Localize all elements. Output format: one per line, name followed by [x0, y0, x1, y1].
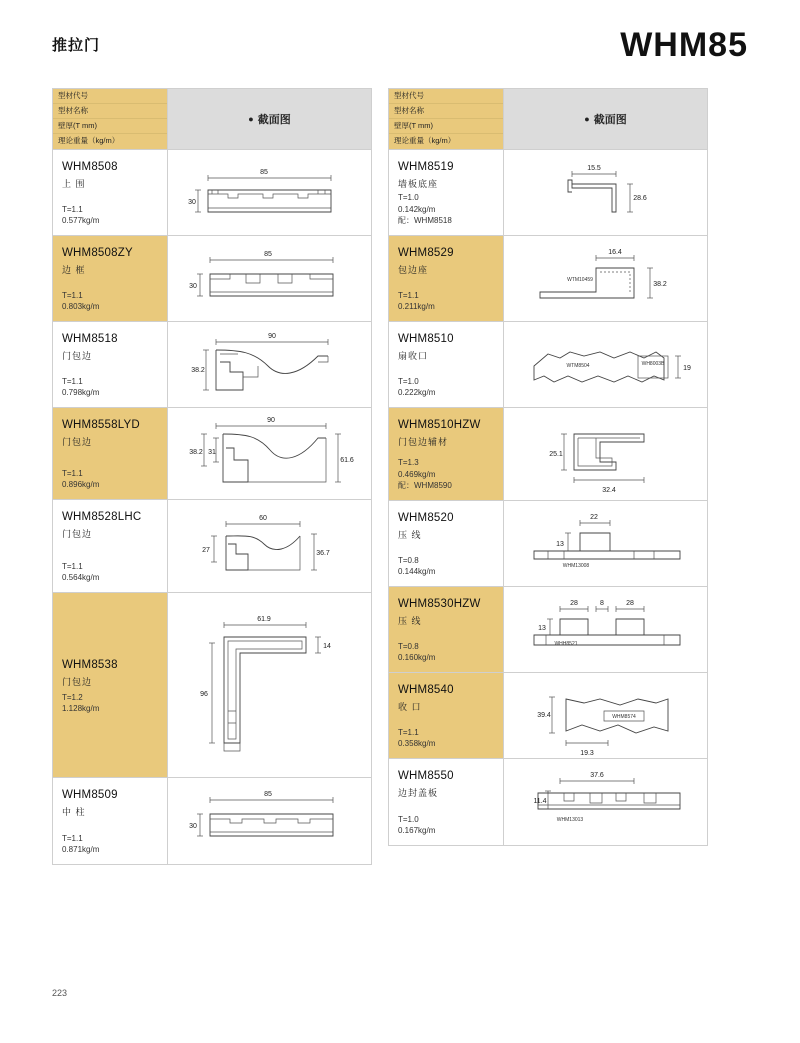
profile-code: WHM8528LHC [62, 511, 142, 523]
dim-label: 16.4 [608, 249, 622, 256]
profile-name: 门包边 [62, 677, 93, 688]
table-row[interactable] [53, 500, 371, 593]
part-label: WHM13008 [562, 563, 590, 569]
section-drawing [504, 759, 707, 845]
legend-labels [53, 89, 168, 149]
profile-code: WHM8519 [398, 161, 454, 173]
dim-label: 36.7 [316, 550, 330, 557]
profile-code: WHM8508ZY [62, 247, 133, 259]
dim-label: 61.6 [340, 457, 354, 464]
legend-left-column [53, 89, 371, 150]
part-label: WH8003B [641, 361, 665, 367]
section-drawing [504, 150, 707, 235]
dim-label: 37.6 [590, 772, 604, 779]
table-row[interactable] [389, 501, 707, 587]
section-drawing [168, 500, 371, 592]
bullet-icon: ● [248, 113, 254, 124]
dim-label: 30 [189, 283, 197, 290]
profile-spec [62, 833, 99, 856]
dim-label: 90 [267, 417, 275, 424]
dim-label: 38.2 [653, 281, 667, 288]
profile-section-svg [168, 150, 371, 235]
profile-name: 墙板底座 [398, 179, 439, 190]
profile-name: 收 口 [398, 702, 422, 713]
dim-label: 32.4 [602, 487, 616, 494]
dim-label: 22 [590, 514, 598, 521]
table-row[interactable] [53, 593, 371, 778]
profile-spec [62, 468, 99, 491]
bullet-icon: ● [584, 113, 590, 124]
section-drawing [168, 322, 371, 407]
profile-name: 上 围 [62, 179, 86, 190]
profile-section-svg [168, 408, 371, 499]
dim-label: 85 [264, 791, 272, 798]
profile-thickness: T=0.8 [398, 641, 419, 651]
dim-label: 11.4 [533, 798, 547, 805]
table-row[interactable] [389, 408, 707, 501]
table-row[interactable] [53, 322, 371, 408]
profile-info [389, 236, 504, 321]
section-drawing [504, 322, 707, 407]
profile-info [389, 408, 504, 500]
profile-code: WHM8529 [398, 247, 454, 259]
profile-name: 边封盖板 [398, 788, 439, 799]
table-row[interactable] [389, 322, 707, 408]
profile-weight: 0.803kg/m [62, 302, 100, 312]
profile-info [389, 150, 504, 235]
profile-info [53, 500, 168, 592]
profile-section-svg [168, 236, 371, 321]
section-drawing [504, 673, 707, 758]
dim-label: 14 [323, 643, 331, 650]
profile-thickness: T=1.0 [398, 193, 419, 203]
profile-weight: 0.358kg/m [398, 739, 436, 749]
profile-spec [398, 814, 435, 837]
legend-label-weight: 理论重量（kg/m） [58, 135, 120, 145]
profile-weight: 0.798kg/m [62, 388, 100, 398]
profile-thickness: T=1.0 [398, 814, 419, 824]
profile-name: 中 柱 [62, 807, 86, 818]
profile-weight: 0.167kg/m [398, 826, 436, 836]
profile-code: WHM8520 [398, 512, 454, 524]
profile-thickness: T=1.1 [62, 290, 83, 300]
table-row[interactable] [389, 759, 707, 845]
profile-spec [62, 290, 99, 313]
dim-label: 85 [260, 169, 268, 176]
dim-label: 85 [264, 251, 272, 258]
legend-label-thickness: 壁厚(T mm) [389, 119, 503, 134]
legend-labels [389, 89, 504, 149]
dim-label: 60 [259, 515, 267, 522]
profile-info [53, 408, 168, 499]
profile-thickness: T=1.1 [62, 833, 83, 843]
profile-weight: 1.128kg/m [62, 704, 100, 714]
profile-spec [398, 727, 435, 750]
profile-code: WHM8518 [62, 333, 118, 345]
profile-info [53, 778, 168, 864]
legend-label-weight: 理论重量（kg/m） [394, 135, 456, 145]
legend-label-code: 型材代号 [53, 89, 167, 104]
profile-section-svg [504, 587, 707, 672]
profile-spec [398, 457, 452, 492]
part-label: WTM10459 [567, 277, 593, 283]
profile-spec [398, 376, 435, 399]
table-row[interactable] [389, 673, 707, 759]
profile-weight: 0.896kg/m [62, 480, 100, 490]
profile-info [389, 501, 504, 586]
profile-name: 门包边 [62, 351, 93, 362]
dim-label: 19.3 [580, 750, 594, 757]
profile-code: WHM8558LYD [62, 419, 140, 431]
profile-weight: 0.577kg/m [62, 216, 100, 226]
profile-spec [398, 641, 435, 664]
table-row[interactable] [53, 778, 371, 864]
part-label: WHM13013 [556, 817, 584, 823]
profile-section-svg [504, 322, 707, 407]
table-row[interactable] [389, 236, 707, 322]
profile-thickness: T=1.2 [62, 692, 83, 702]
page-number: 223 [52, 988, 68, 998]
page-title: 推拉门 [52, 37, 101, 54]
profile-section-svg [168, 322, 371, 407]
profile-spec [398, 290, 435, 313]
profile-weight: 0.222kg/m [398, 388, 436, 398]
dim-label: 61.9 [257, 616, 271, 623]
legend-section-header [504, 89, 707, 149]
dim-label: 27 [202, 547, 210, 554]
section-drawing [168, 236, 371, 321]
legend-section-header [168, 89, 371, 149]
profile-code: WHM8550 [398, 770, 454, 782]
series-code: WHM85 [620, 26, 748, 64]
section-drawing [168, 593, 371, 777]
profile-code: WHM8538 [62, 659, 118, 671]
profile-info [389, 587, 504, 672]
dim-label: 38.2 [191, 367, 205, 374]
profile-section-svg [168, 593, 371, 777]
profile-info [389, 759, 504, 845]
dim-label: 13 [556, 541, 564, 548]
profile-thickness: T=1.1 [62, 376, 83, 386]
dim-label: 39.4 [537, 712, 551, 719]
dim-label: 19 [683, 365, 691, 372]
legend-label-code: 型材代号 [389, 89, 503, 104]
legend-label-name: 型材名称 [389, 104, 503, 119]
profile-name: 门包边 [62, 437, 93, 448]
profile-thickness: T=1.0 [398, 376, 419, 386]
legend-section-label: 截面图 [257, 114, 291, 126]
dim-label: 38.2 [189, 449, 203, 456]
profile-weight: 0.144kg/m [398, 567, 436, 577]
profile-section-svg [504, 236, 707, 321]
part-label: WHM8574 [612, 714, 636, 720]
left-column [52, 88, 372, 865]
part-label: WHH8521 [554, 641, 578, 647]
profile-info [53, 236, 168, 321]
section-drawing [504, 501, 707, 586]
profile-thickness: T=0.8 [398, 555, 419, 565]
profile-weight: 0.142kg/m [398, 204, 436, 214]
legend-label-thickness: 壁厚(T mm) [53, 119, 167, 134]
right-column [388, 88, 708, 846]
profile-name: 压 线 [398, 530, 422, 541]
profile-weight: 0.871kg/m [62, 845, 100, 855]
dim-label: 30 [188, 199, 196, 206]
profile-section-svg [504, 673, 707, 758]
dim-label: 8 [600, 600, 604, 607]
profile-code: WHM8509 [62, 789, 118, 801]
profile-weight: 0.564kg/m [62, 573, 100, 583]
profile-section-svg [504, 408, 707, 500]
section-drawing [168, 778, 371, 864]
profile-info [389, 322, 504, 407]
section-drawing [504, 408, 707, 500]
section-drawing [504, 587, 707, 672]
profile-code: WHM8510HZW [398, 419, 481, 431]
profile-name: 包边座 [398, 265, 429, 276]
table-row[interactable] [53, 408, 371, 500]
profile-section-svg [168, 778, 371, 864]
profile-spec [62, 692, 99, 715]
profile-name: 扇收口 [398, 351, 429, 362]
profile-thickness: T=1.1 [62, 204, 83, 214]
profile-weight: 0.211kg/m [398, 302, 435, 312]
profile-info [53, 322, 168, 407]
profile-thickness: T=1.1 [398, 290, 419, 300]
profile-thickness: T=1.1 [62, 468, 83, 478]
profile-spec [398, 192, 452, 227]
profile-match: 配：WHM8518 [398, 216, 452, 226]
dim-label: 28.6 [633, 195, 647, 202]
section-drawing [168, 150, 371, 235]
table-row[interactable] [389, 587, 707, 673]
legend-label-name: 型材名称 [53, 104, 167, 119]
profile-thickness: T=1.1 [398, 727, 419, 737]
section-drawing [504, 236, 707, 321]
profile-thickness: T=1.1 [62, 561, 83, 571]
profile-info [53, 593, 168, 777]
profile-name: 门包边辅材 [398, 437, 449, 448]
profile-spec [398, 555, 435, 578]
dim-label: 15.5 [587, 165, 601, 172]
table-row[interactable] [53, 150, 371, 236]
profile-code: WHM8508 [62, 161, 118, 173]
profile-spec [62, 561, 99, 584]
profile-weight: 0.160kg/m [398, 653, 436, 663]
dim-label: 96 [200, 691, 208, 698]
dim-label: 28 [570, 600, 578, 607]
table-row[interactable] [389, 150, 707, 236]
profile-name: 门包边 [62, 529, 93, 540]
profile-thickness: T=1.3 [398, 458, 419, 468]
profile-weight: 0.469kg/m [398, 469, 436, 479]
dim-label: 13 [538, 625, 546, 632]
profile-name: 边 框 [62, 265, 86, 276]
profile-spec [62, 376, 99, 399]
dim-label: 25.1 [549, 451, 563, 458]
profile-name: 压 线 [398, 616, 422, 627]
profile-match: 配：WHM8590 [398, 481, 452, 491]
profile-code: WHM8510 [398, 333, 454, 345]
dim-label: 28 [626, 600, 634, 607]
legend-right-column [389, 89, 707, 150]
dim-label: 30 [189, 823, 197, 830]
profile-info [389, 673, 504, 758]
profile-section-svg [504, 759, 707, 845]
profile-code: WHM8540 [398, 684, 454, 696]
profile-section-svg [504, 150, 707, 235]
dim-label: 31 [208, 449, 216, 456]
profile-section-svg [504, 501, 707, 586]
profile-info [53, 150, 168, 235]
table-row[interactable] [53, 236, 371, 322]
legend-section-label: 截面图 [593, 114, 627, 126]
section-drawing [168, 408, 371, 499]
dim-label: 90 [268, 333, 276, 340]
page-header [0, 0, 800, 82]
profile-code: WHM8530HZW [398, 598, 481, 610]
profile-spec [62, 204, 99, 227]
profile-section-svg [168, 500, 371, 592]
part-label: WTM8504 [566, 363, 590, 369]
